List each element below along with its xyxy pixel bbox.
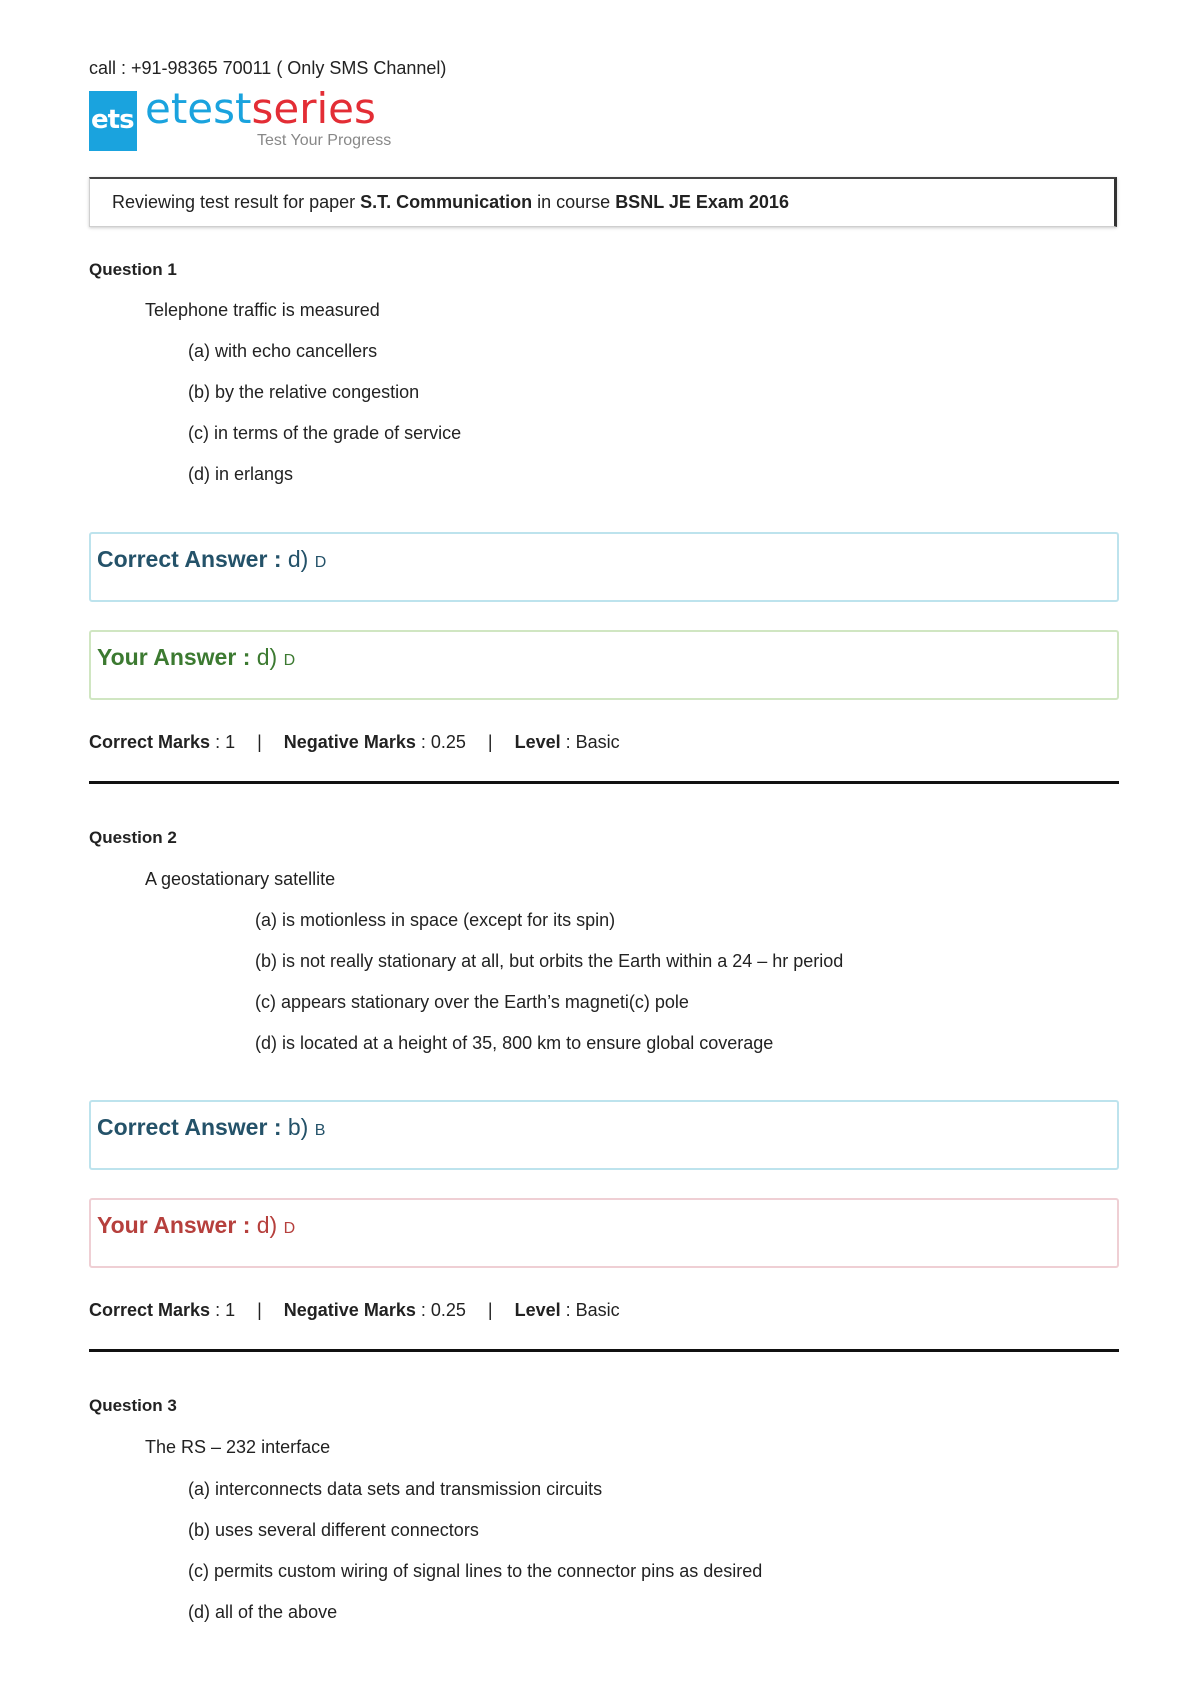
question-text: The RS – 232 interface: [145, 1437, 331, 1457]
option-c: (c) appears stationary over the Earth’s magneti(c) pole: [255, 992, 689, 1012]
option-a: (a) interconnects data sets and transmission circuits: [188, 1479, 603, 1499]
logo-mark: ets: [89, 91, 137, 151]
option-b: (b) by the relative congestion: [188, 382, 420, 402]
question-title: Question 1: [89, 260, 177, 279]
option-c: (c) permits custom wiring of signal lines to the connector pins as desired: [188, 1561, 763, 1581]
divider: [89, 781, 1119, 784]
your-answer-box: Your Answer : d) D: [89, 1198, 1119, 1268]
logo: [89, 86, 409, 152]
question-text: A geostationary satellite: [145, 869, 336, 889]
question-text: Telephone traffic is measured: [145, 300, 380, 320]
course-name: BSNL JE Exam 2016: [615, 192, 789, 212]
divider: [89, 1349, 1119, 1352]
review-banner: Reviewing test result for paper S.T. Communication in course BSNL JE Exam 2016: [89, 177, 1117, 227]
option-a: (a) with echo cancellers: [188, 341, 378, 361]
option-b: (b) uses several different connectors: [188, 1520, 479, 1540]
option-a: (a) is motionless in space (except for its spin): [255, 910, 616, 930]
option-c: (c) in terms of the grade of service: [188, 423, 462, 443]
option-d: (d) is located at a height of 35, 800 km to ensure global coverage: [255, 1033, 774, 1053]
call-line: call : +91-98365 70011 ( Only SMS Channel): [89, 58, 447, 78]
question-title: Question 3: [89, 1396, 177, 1415]
marks-line: Correct Marks : 1 | Negative Marks : 0.25 | Level : Basic: [89, 732, 620, 752]
correct-answer-box: Correct Answer : b) B: [89, 1100, 1119, 1170]
option-b: (b) is not really stationary at all, but orbits the Earth within a 24 – hr period: [255, 951, 844, 971]
your-answer-box: Your Answer : d) D: [89, 630, 1119, 700]
option-d: (d) in erlangs: [188, 464, 294, 484]
option-d: (d) all of the above: [188, 1602, 338, 1622]
logo-wordmark: etestseries: [145, 84, 376, 133]
logo-tagline: Test Your Progress: [257, 132, 392, 149]
correct-answer-box: Correct Answer : d) D: [89, 532, 1119, 602]
marks-line: Correct Marks : 1 | Negative Marks : 0.25 | Level : Basic: [89, 1300, 620, 1320]
paper-name: S.T. Communication: [360, 192, 533, 212]
question-title: Question 2: [89, 828, 177, 847]
